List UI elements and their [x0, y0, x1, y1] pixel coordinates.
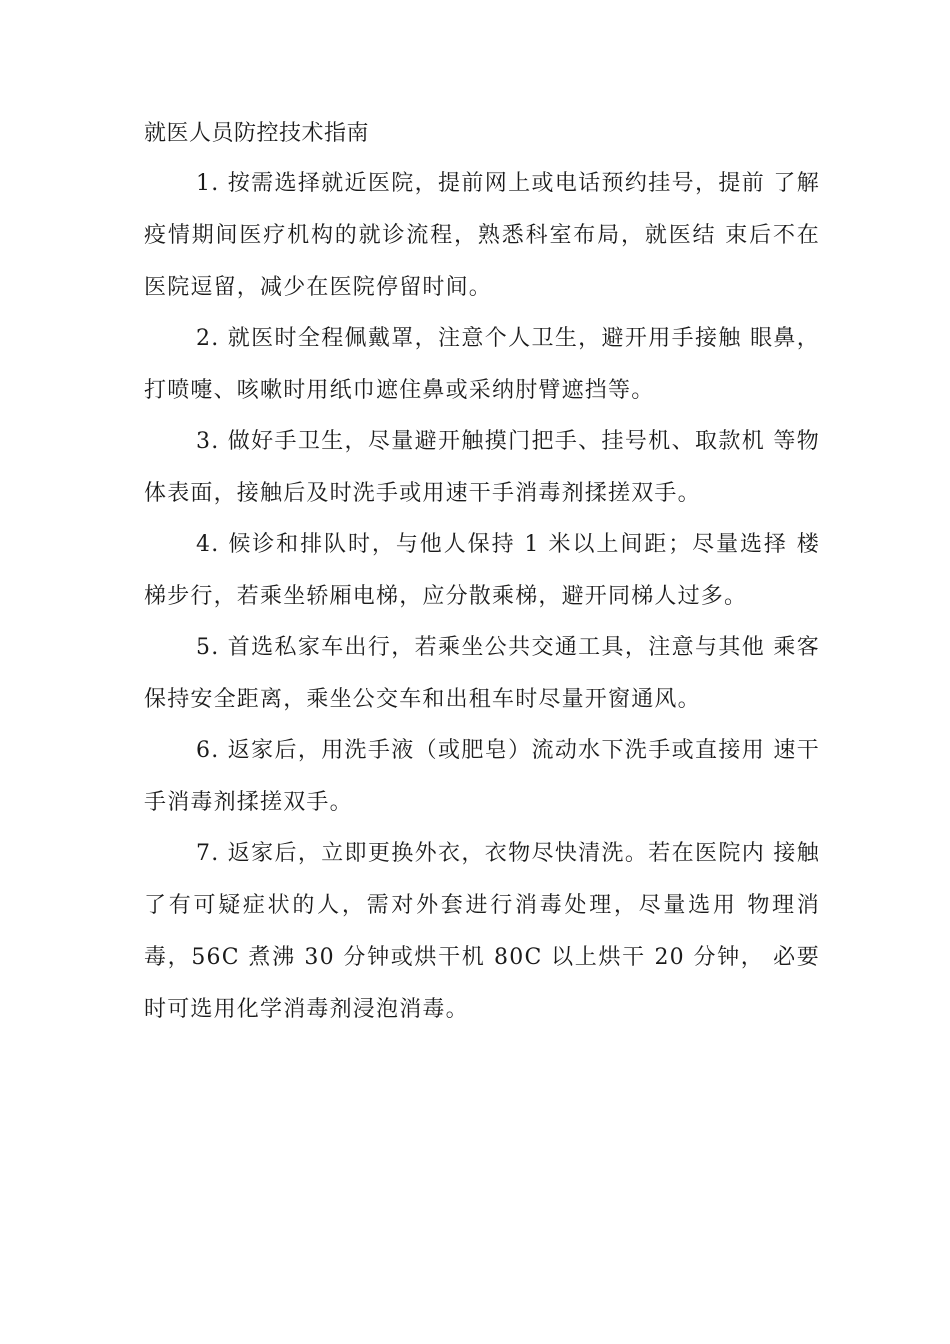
- guideline-item-3: 3. 做好手卫生，尽量避开触摸门把手、挂号机、取款机 等物体表面，接触后及时洗手或用速干手消毒剂揉搓双手。: [144, 429, 820, 506]
- guideline-item-1: 1. 按需选择就近医院，提前网上或电话预约挂号，提前 了解疫情期间医疗机构的就诊流程，熟悉科室布局，就医结 束后不在医院逗留，减少在医院停留时间。: [144, 171, 820, 300]
- guideline-item-6: 6. 返家后，用洗手液（或肥皂）流动水下洗手或直接用 速干手消毒剂揉搓双手。: [144, 738, 820, 815]
- guideline-item-7: 7. 返家后，立即更换外衣，衣物尽快清洗。若在医院内 接触了有可疑症状的人，需对外套进行消毒处理，尽量选用 物理消毒，56C 煮沸 30 分钟或烘干机 80C 以上烘干 20 分钟， 必要时可选用化学消毒剂浸泡消毒。: [144, 841, 820, 1022]
- guideline-item-4: 4. 候诊和排队时，与他人保持 1 米以上间距；尽量选择 楼梯步行，若乘坐轿厢电梯，应分散乘梯，避开同梯人过多。: [144, 532, 820, 609]
- document-title: 就医人员防控技术指南: [144, 121, 370, 146]
- guideline-item-2: 2. 就医时全程佩戴罩，注意个人卫生，避开用手接触 眼鼻，打喷嚏、咳嗽时用纸巾遮住鼻或采纳肘臂遮挡等。: [144, 326, 820, 403]
- guideline-item-5: 5. 首选私家车出行，若乘坐公共交通工具，注意与其他 乘客保持安全距离，乘坐公交车和出租车时尽量开窗通风。: [144, 635, 820, 712]
